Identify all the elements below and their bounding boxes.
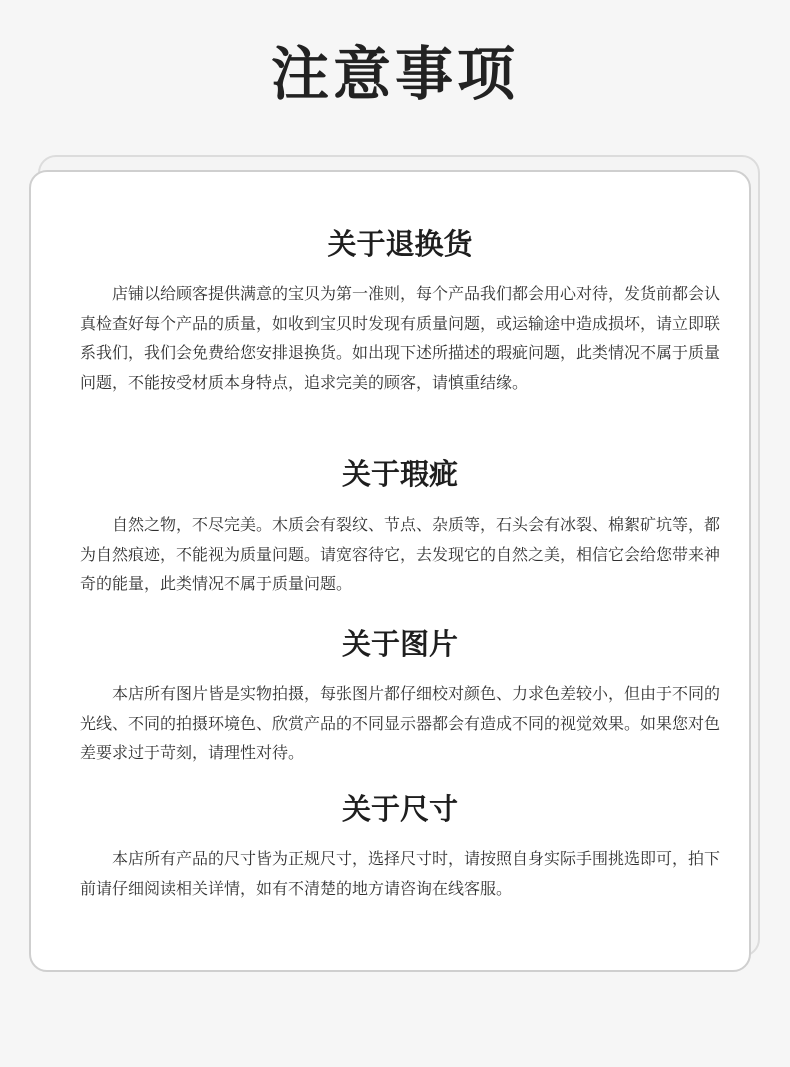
section-heading-size: 关于尺寸 <box>341 792 458 826</box>
section-returns <box>80 224 720 397</box>
page-title: 注意事项 <box>270 40 519 108</box>
section-size <box>80 789 720 903</box>
section-flaws <box>80 454 720 599</box>
section-heading-returns: 关于退换货 <box>327 227 473 261</box>
section-heading-images: 关于图片 <box>341 627 458 661</box>
section-body-images: 本店所有图片皆是实物拍摄，每张图片都仔细校对颜色、力求色差较小，但由于不同的光线、不同的拍摄环境色、欣赏产品的不同显示器都会有造成不同的视觉效果。如果您对色差要求过于苛刻，请理性对待。 <box>80 684 721 762</box>
section-images <box>80 624 720 768</box>
section-body-size: 本店所有产品的尺寸皆为正规尺寸，选择尺寸时，请按照自身实际手围挑选即可，拍下前请仔细阅读相关详情，如有不清楚的地方请咨询在线客服。 <box>80 849 721 898</box>
section-body-flaws: 自然之物，不尽完美。木质会有裂纹、节点、杂质等，石头会有冰裂、棉絮矿坑等，都为自然痕迹，不能视为质量问题。请宽容待它，去发现它的自然之美，相信它会给您带来神奇的能量，此类情况不属于质量问题。 <box>80 515 721 593</box>
section-heading-flaws: 关于瑕疵 <box>341 457 458 491</box>
section-body-returns: 店铺以给顾客提供满意的宝贝为第一准则，每个产品我们都会用心对待，发货前都会认真检查好每个产品的质量，如收到宝贝时发现有质量问题，或运输途中造成损坏，请立即联系我们，我们会免费给您安排退换货。如出现下述所描述的瑕疵问题，此类情况不属于质量问题，不能按受材质本身特点，追求完美的顾客，请慎重结缘。 <box>80 284 721 392</box>
